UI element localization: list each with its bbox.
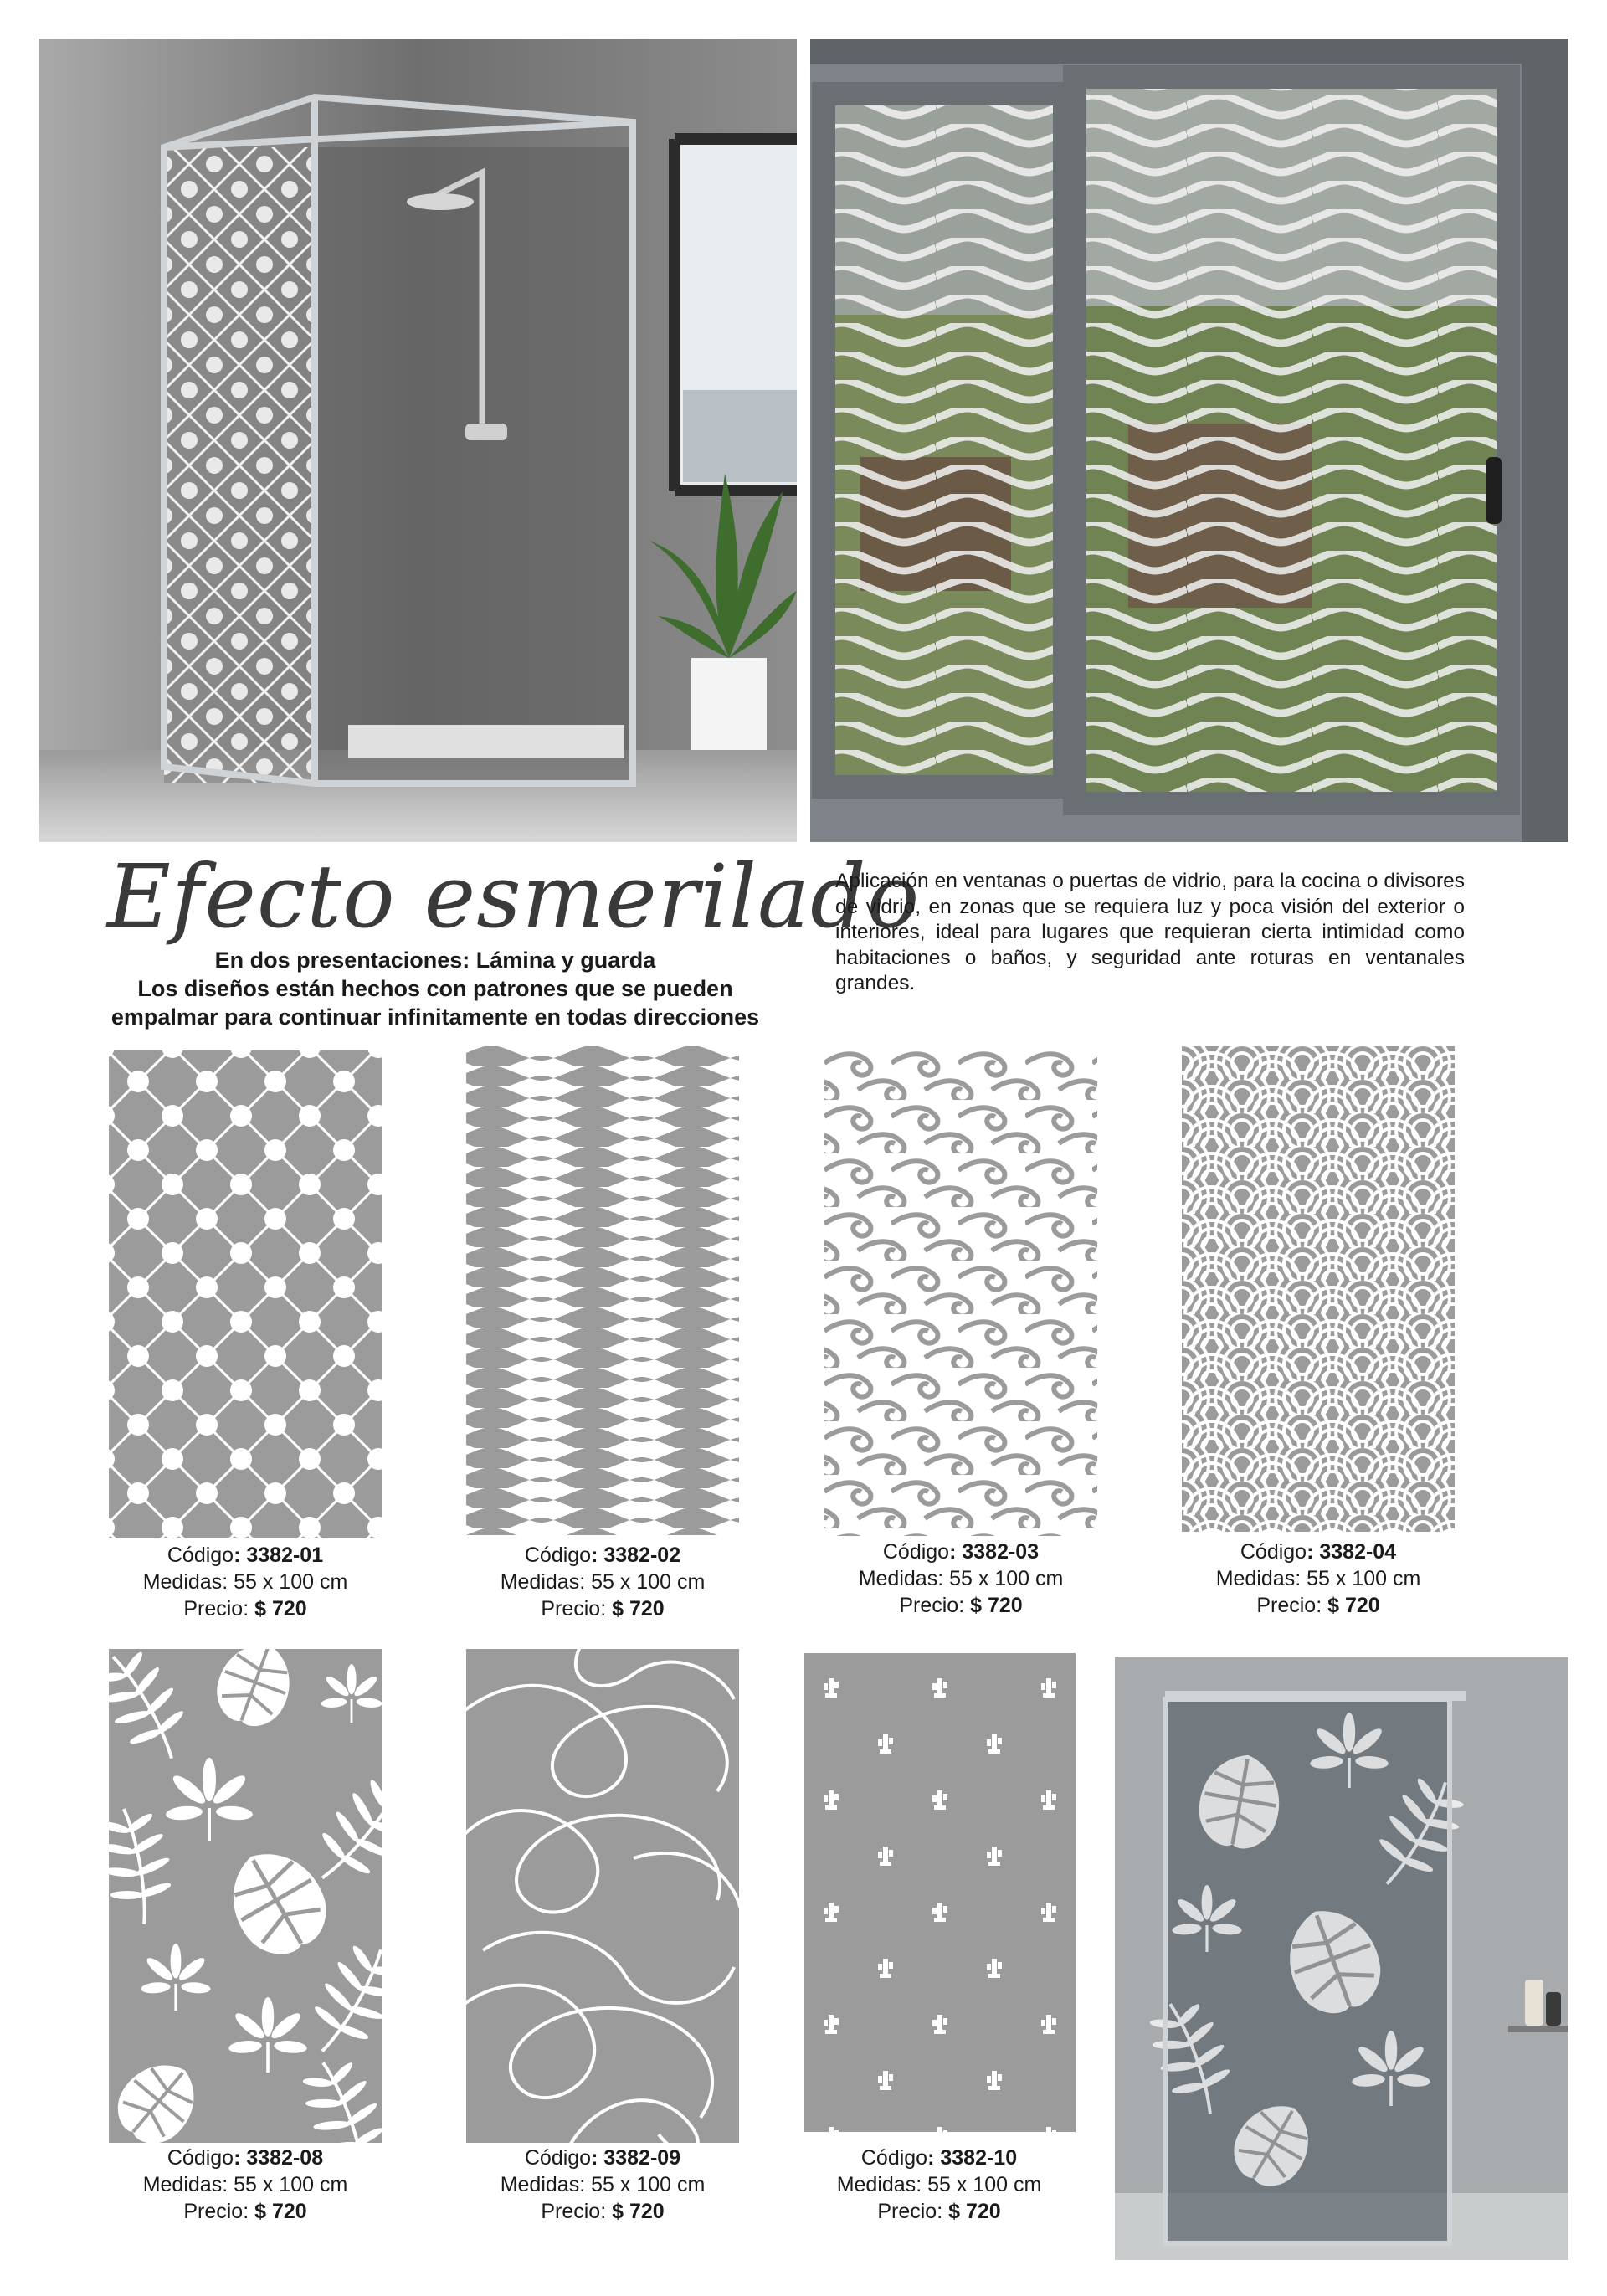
subtitle-line-3: empalmar para continuar infinitamente en todas direcciones [110,1004,760,1030]
code-value: : 3382-03 [949,1540,1040,1564]
code-label: Código [882,1540,950,1564]
code-value: : 3382-04 [1307,1540,1397,1564]
size-text: Medidas: 55 x 100 cm [836,2173,1042,2196]
shower-screen-photo [1115,1657,1568,2260]
price-label: Precio: [899,1594,965,1617]
price-label: Precio: [183,2200,249,2223]
subtitle [109,946,762,1031]
subtitle-line-2: Los diseños están hechos con patrones que se pueden [137,976,733,1001]
panel-3382-09 [466,1649,739,2143]
size-text: Medidas: 55 x 100 cm [142,2173,348,2196]
size-text: Medidas: 55 x 100 cm [858,1567,1064,1590]
window-photo [810,39,1568,842]
caption-3382-08 [95,2144,396,2225]
panel-3382-01 [109,1050,382,1538]
description: Aplicación en ventanas o puertas de vidrio, para la cocina o divisores de vidrio, en zonas que se requiera luz y poca visión del exterior o interiores, ideal para lugares que requieran cierta intimidad como habitaciones o baños, y seguridad ante roturas en ventanales grandes. [835,870,1465,994]
code-value: : 3382-01 [234,1544,324,1567]
caption-3382-01 [95,1542,396,1622]
price-value: $ 720 [970,1594,1023,1617]
code-value: : 3382-10 [927,2146,1018,2170]
size-text: Medidas: 55 x 100 cm [500,2173,706,2196]
price-value: $ 720 [948,2200,1001,2223]
price-value: $ 720 [254,1597,307,1621]
price-label: Precio: [1256,1594,1322,1617]
code-value: : 3382-08 [234,2146,324,2170]
panel-3382-08 [109,1649,382,2143]
price-value: $ 720 [254,2200,307,2223]
price-value: $ 720 [612,1597,665,1621]
code-value: : 3382-09 [591,2146,681,2170]
subtitle-line-1: En dos presentaciones: Lámina y guarda [214,948,656,973]
code-value: : 3382-02 [591,1544,681,1567]
page-title: Efecto esmerilado [107,845,921,948]
caption-3382-09 [452,2144,753,2225]
price-label: Precio: [877,2200,943,2223]
shower-photo [39,39,797,842]
panel-3382-04 [1182,1046,1455,1532]
caption-3382-02 [452,1542,753,1622]
price-label: Precio: [541,2200,607,2223]
code-label: Código [1240,1540,1307,1564]
price-label: Precio: [541,1597,607,1621]
code-label: Código [167,1544,234,1567]
panel-3382-10 [804,1653,1076,2132]
price-value: $ 720 [612,2200,665,2223]
size-text: Medidas: 55 x 100 cm [142,1570,348,1594]
size-text: Medidas: 55 x 100 cm [1215,1567,1421,1590]
price-value: $ 720 [1327,1594,1380,1617]
caption-3382-03 [810,1538,1112,1619]
caption-3382-04 [1168,1538,1469,1619]
panel-3382-02 [466,1046,739,1535]
panel-3382-03 [824,1046,1097,1536]
price-label: Precio: [183,1597,249,1621]
code-label: Código [524,1544,592,1567]
caption-3382-10 [788,2144,1090,2225]
code-label: Código [860,2146,928,2170]
code-label: Código [524,2146,592,2170]
code-label: Código [167,2146,234,2170]
size-text: Medidas: 55 x 100 cm [500,1570,706,1594]
